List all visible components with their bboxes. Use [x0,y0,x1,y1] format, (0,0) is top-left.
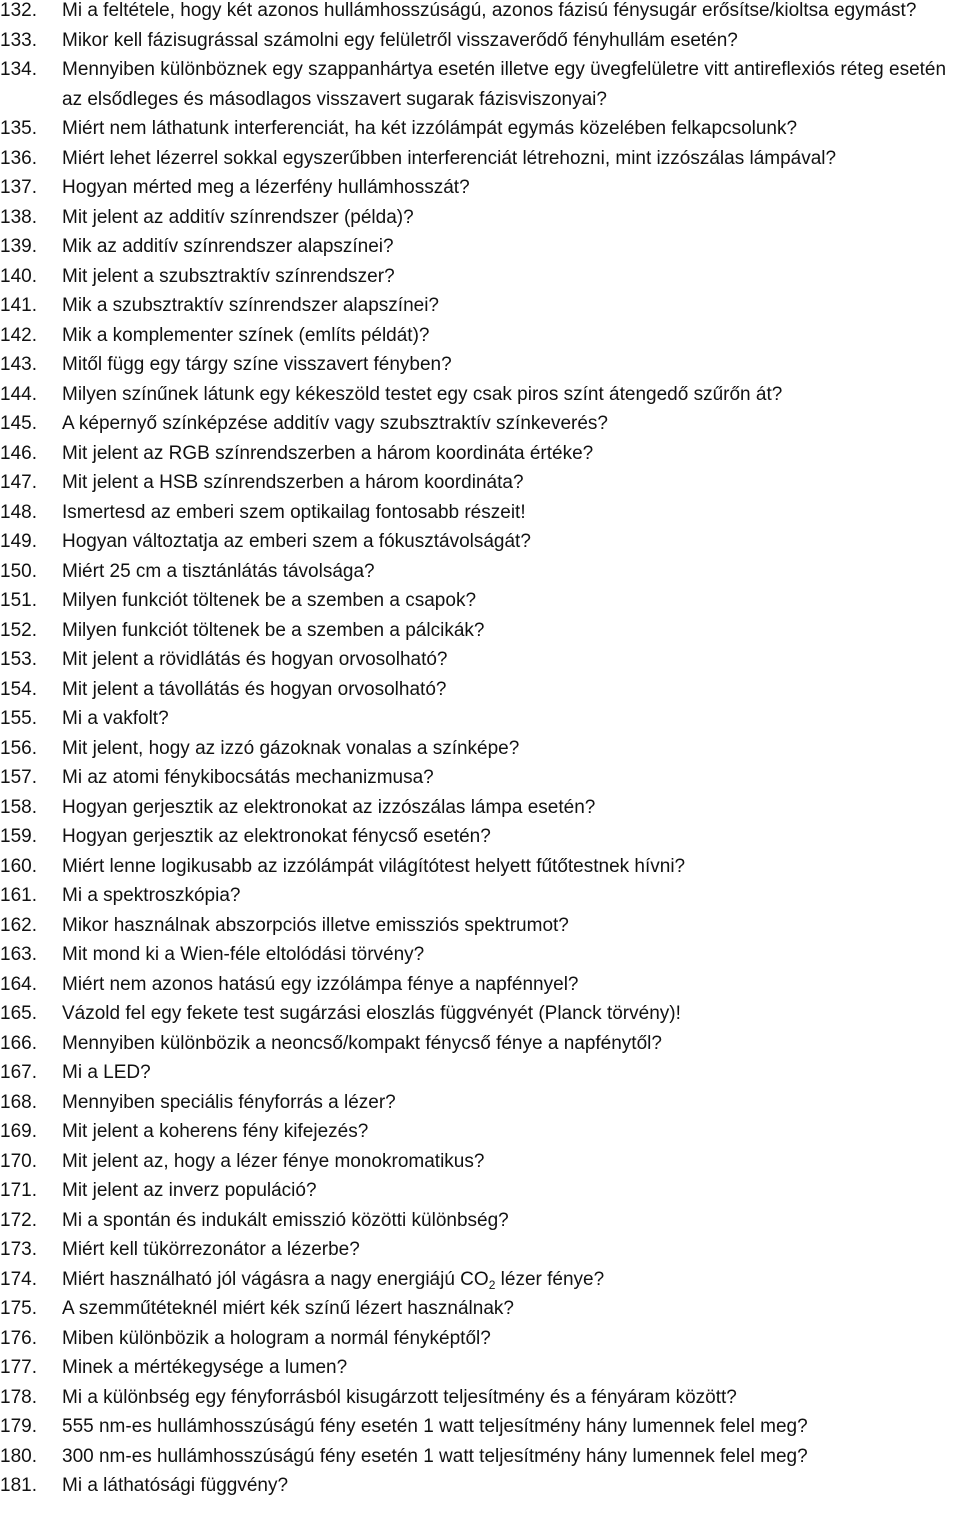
question-text: Mit jelent, hogy az izzó gázoknak vonalas a színképe? [62,737,520,759]
question-item [0,1442,960,1472]
question-text: Mi a feltétele, hogy két azonos hullámhosszúságú, azonos fázisú fénysugár erősítse/kioltsa egymást? [62,0,917,21]
question-number: 169. [0,1121,37,1142]
question-text [62,1265,960,1295]
question-item [0,1324,960,1354]
question-item [0,734,960,764]
question-item [0,262,960,292]
question-number: 161. [0,885,37,906]
question-number: 175. [0,1298,37,1319]
question-text: Hogyan mérted meg a lézerfény hullámhosszát? [62,177,470,198]
question-text: Miért nem azonos hatású egy izzólámpa fénye a napfénnyel? [62,973,579,995]
question-text: Mit mond ki a Wien-féle eltolódási törvény? [62,944,425,965]
question-item [0,940,960,970]
question-number: 179. [0,1416,37,1437]
question-item [0,586,960,616]
question-item [0,1176,960,1206]
question-item [0,881,960,911]
question-text: Mik a szubsztraktív színrendszer alapszínei? [62,295,439,316]
question-number: 137. [0,177,37,198]
question-number: 158. [0,796,37,818]
question-item [0,232,960,262]
question-item [0,1294,960,1324]
question-text: Mi az atomi fénykibocsátás mechanizmusa? [62,767,434,788]
question-item [0,911,960,941]
question-item [0,1088,960,1118]
question-number: 181. [0,1475,37,1496]
question-item [0,999,960,1029]
question-item [0,1117,960,1147]
question-number: 145. [0,413,37,434]
question-number: 141. [0,295,37,316]
question-item [0,645,960,675]
question-text-part: Miért használható jól vágásra a nagy energiájú CO [62,1268,489,1290]
question-number: 167. [0,1062,37,1083]
question-item [0,970,960,1000]
question-number: 177. [0,1357,37,1378]
question-number: 160. [0,855,37,877]
question-item [0,409,960,439]
question-number: 132. [0,0,37,21]
question-text: Mit jelent az additív színrendszer (példa)? [62,206,414,228]
subscript: 2 [488,1277,496,1292]
question-item [0,203,960,233]
question-number: 155. [0,708,37,729]
question-text: Miben különbözik a hologram a normál fényképtől? [62,1327,491,1349]
question-number: 172. [0,1209,37,1231]
question-number: 142. [0,324,37,346]
question-number: 149. [0,531,37,552]
question-item [0,55,960,114]
question-text: Mennyiben speciális fényforrás a lézer? [62,1091,396,1113]
question-number: 170. [0,1150,37,1172]
question-text: Mit jelent a HSB színrendszerben a három koordináta? [62,472,524,493]
question-number: 171. [0,1180,37,1201]
question-text: Mi a láthatósági függvény? [62,1475,289,1496]
question-item [0,321,960,351]
question-text: Mit jelent az inverz populáció? [62,1180,317,1201]
question-text: Mit jelent a távollátás és hogyan orvosolható? [62,678,447,700]
question-text: A képernyő színképzése additív vagy szubsztraktív színkeverés? [62,413,608,434]
question-number: 144. [0,383,37,405]
question-item [0,527,960,557]
question-item [0,380,960,410]
question-number: 154. [0,678,37,700]
question-text: Mikor használnak abszorpciós illetve emissziós spektrumot? [62,914,569,936]
question-number: 159. [0,826,37,847]
question-item [0,173,960,203]
question-text: Mennyiben különböznek egy szappanhártya esetén illetve egy üvegfelületre vitt antireflexiós réteg esetén az elsődleges és másodlagos visszavert sugarak fázisviszonyai? [62,59,947,110]
question-text: Mit jelent a rövidlátás és hogyan orvosolható? [62,649,448,670]
question-number: 135. [0,118,37,139]
question-text: Miért kell tükörrezonátor a lézerbe? [62,1239,360,1260]
question-item [0,1265,960,1295]
question-text: 555 nm-es hullámhosszúságú fény esetén 1 watt teljesítmény hány lumennek felel meg? [62,1416,808,1437]
question-number: 148. [0,501,37,523]
question-text: Miért lenne logikusabb az izzólámpát világítótest helyett fűtőtestnek hívni? [62,855,686,877]
question-item [0,822,960,852]
question-item [0,1206,960,1236]
question-text: Mik az additív színrendszer alapszínei? [62,236,394,257]
question-item [0,291,960,321]
question-text: Mi a LED? [62,1062,151,1083]
question-item [0,1353,960,1383]
question-number: 150. [0,560,37,582]
question-text: Mi a különbség egy fényforrásból kisugárzott teljesítmény és a fényáram között? [62,1386,737,1408]
question-item [0,1412,960,1442]
question-text: Mi a vakfolt? [62,708,169,729]
question-number: 146. [0,442,37,464]
question-text: Milyen funkciót töltenek be a szemben a csapok? [62,590,477,611]
question-item [0,439,960,469]
question-text: Mit jelent a szubsztraktív színrendszer? [62,265,395,287]
question-number: 143. [0,354,37,375]
question-item [0,793,960,823]
question-item [0,350,960,380]
question-item [0,468,960,498]
question-item [0,1383,960,1413]
question-text-part: lézer fénye? [495,1268,605,1290]
question-text: Mit jelent az RGB színrendszerben a három koordináta értéke? [62,442,594,464]
question-number: 166. [0,1032,37,1054]
question-item [0,852,960,882]
question-text: Mikor kell fázisugrással számolni egy felületről visszaverődő fényhullám esetén? [62,29,738,51]
question-text: Mi a spektroszkópia? [62,885,241,906]
question-number: 180. [0,1445,37,1467]
question-item [0,675,960,705]
question-number: 136. [0,147,37,169]
question-number: 151. [0,590,37,611]
question-text: Miért lehet lézerrel sokkal egyszerűbben interferenciát létrehozni, mint izzószálas lámpával? [62,147,837,169]
question-text: Hogyan gerjesztik az elektronokat fénycső esetén? [62,826,491,847]
question-text: Milyen színűnek látunk egy kékeszöld testet egy csak piros színt átengedő szűrőn át? [62,383,783,405]
question-item [0,114,960,144]
question-text: Hogyan gerjesztik az elektronokat az izzószálas lámpa esetén? [62,796,596,818]
question-text: Mi a spontán és indukált emisszió közötti különbség? [62,1209,509,1231]
question-item [0,1058,960,1088]
question-number: 163. [0,944,37,965]
question-text: Mennyiben különbözik a neoncső/kompakt fénycső fénye a napfénytől? [62,1032,662,1054]
question-number: 164. [0,973,37,995]
question-number: 147. [0,472,37,493]
question-item [0,498,960,528]
question-item [0,1147,960,1177]
question-number: 168. [0,1091,37,1113]
question-item [0,557,960,587]
question-text: 300 nm-es hullámhosszúságú fény esetén 1 watt teljesítmény hány lumennek felel meg? [62,1445,808,1467]
question-number: 134. [0,59,37,80]
question-number: 138. [0,206,37,228]
question-number: 157. [0,767,37,788]
question-text: Vázold fel egy fekete test sugárzási eloszlás függvényét (Planck törvény)! [62,1003,681,1024]
question-number: 139. [0,236,37,257]
question-number: 165. [0,1003,37,1024]
question-text: Mik a komplementer színek (említs példát)? [62,324,430,346]
question-number: 176. [0,1327,37,1349]
question-text: Minek a mértékegysége a lumen? [62,1357,348,1378]
question-number: 140. [0,265,37,287]
question-item [0,1235,960,1265]
question-text: Ismertesd az emberi szem optikailag fontosabb részeit! [62,501,526,523]
question-number: 173. [0,1239,37,1260]
question-item [0,0,960,26]
question-number: 153. [0,649,37,670]
question-text: Miért nem láthatunk interferenciát, ha két izzólámpát egymás közelében felkapcsolunk? [62,118,798,139]
question-item [0,763,960,793]
question-text: A szemműtéteknél miért kék színű lézert használnak? [62,1298,514,1319]
question-number: 156. [0,737,37,759]
question-item [0,616,960,646]
question-text: Miért 25 cm a tisztánlátás távolsága? [62,560,375,582]
question-text: Milyen funkciót töltenek be a szemben a pálcikák? [62,619,485,641]
question-item [0,704,960,734]
question-number: 174. [0,1268,37,1290]
question-item [0,1029,960,1059]
question-number: 162. [0,914,37,936]
question-text: Mit jelent az, hogy a lézer fénye monokromatikus? [62,1150,485,1172]
question-number: 178. [0,1386,37,1408]
question-item [0,144,960,174]
question-text: Mitől függ egy tárgy színe visszavert fényben? [62,354,452,375]
question-item [0,1471,960,1501]
question-text: Hogyan változtatja az emberi szem a fókusztávolságát? [62,531,531,552]
question-number: 152. [0,619,37,641]
question-number: 133. [0,29,37,51]
question-text: Mit jelent a koherens fény kifejezés? [62,1121,369,1142]
question-item [0,26,960,56]
